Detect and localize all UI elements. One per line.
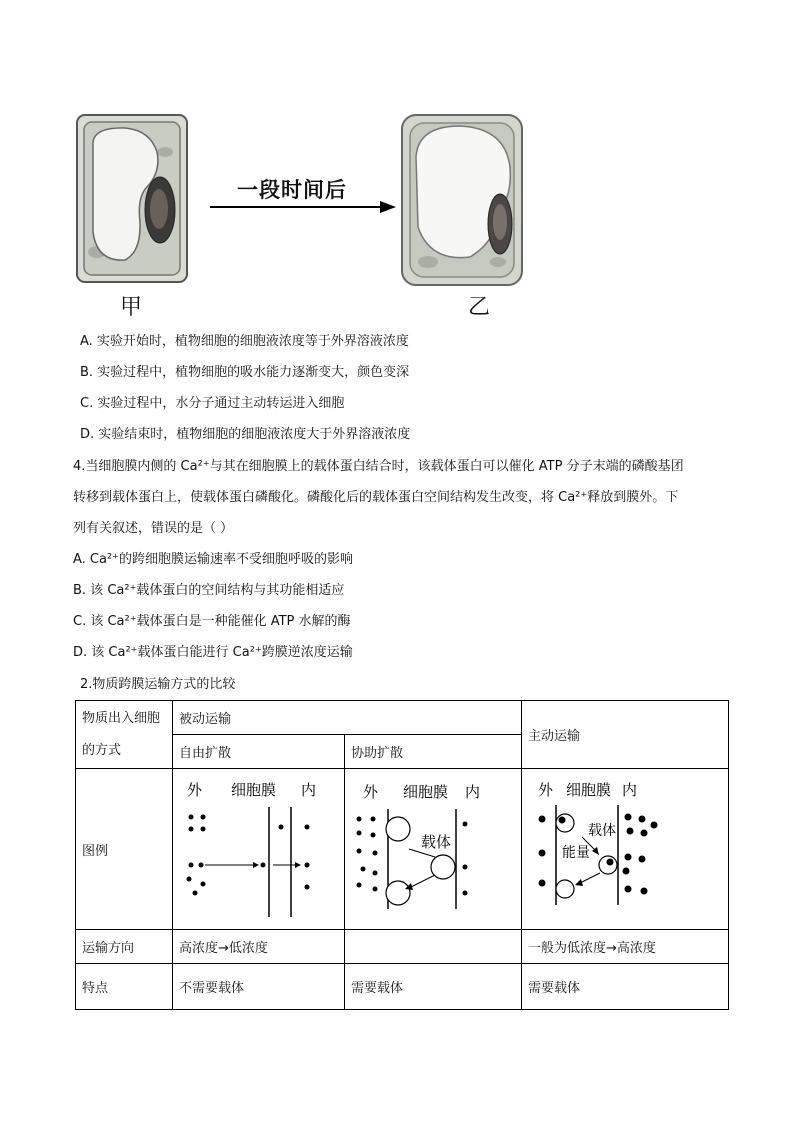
label-yi: 乙 [468, 295, 491, 320]
free-diffusion-diagram [173, 769, 345, 929]
active-transport-diagram [522, 769, 729, 929]
header-passive: 被动运输 [173, 701, 522, 735]
free-arrow-1-head [253, 862, 259, 868]
feature-active: 需要载体 [522, 964, 729, 1010]
q3-option-d: D. 实验结束时，植物细胞的细胞液浓度大于外界溶液浓度 [80, 427, 411, 442]
direction-free: 高浓度→低浓度 [173, 930, 345, 964]
facilitated-diffusion-diagram [345, 769, 522, 929]
q4-option-d: D. 该 Ca²⁺载体蛋白能进行 Ca²⁺跨膜逆浓度运输 [73, 645, 353, 660]
q3-option-b: B. 实验过程中，植物细胞的吸水能力逐渐变大，颜色变深 [80, 365, 410, 380]
header-active: 主动运输 [522, 701, 729, 769]
q4-option-c: C. 该 Ca²⁺载体蛋白是一种能催化 ATP 水解的酶 [73, 614, 351, 629]
q4-stem-line1: 4.当细胞膜内侧的 Ca²⁺与其在细胞膜上的载体蛋白结合时，该载体蛋白可以催化 ATP 分子末端的磷酸基团 [73, 459, 684, 474]
act-energy-label: 能量 [562, 845, 591, 861]
row-direction-label: 运输方向 [76, 930, 173, 964]
free-membrane-label: 细胞膜 [231, 781, 277, 799]
act-carrier-2 [599, 856, 617, 874]
free-outside-label: 外 [187, 781, 203, 799]
q4-option-a: A. Ca²⁺的跨细胞膜运输速率不受细胞呼吸的影响 [73, 552, 354, 567]
cell-figure [75, 112, 565, 322]
feature-facilitated: 需要载体 [345, 964, 522, 1010]
act-carrier-3 [556, 880, 574, 898]
row-figure-label: 图例 [76, 769, 173, 930]
arrow-caption: 一段时间后 [237, 178, 347, 202]
direction-active: 一般为低浓度→高浓度 [522, 930, 729, 964]
q3-option-c: C. 实验过程中，水分子通过主动转运进入细胞 [80, 396, 345, 411]
act-outside-label: 外 [538, 781, 554, 799]
fac-carrier-3 [386, 881, 410, 905]
act-carrier-label: 载体 [588, 823, 617, 839]
fac-inside-label: 内 [465, 783, 481, 801]
diagram-active-cell [522, 769, 729, 930]
fac-membrane-label: 细胞膜 [403, 783, 449, 801]
act-inside-label: 内 [622, 781, 638, 799]
free-inside-label: 内 [301, 781, 317, 799]
q4-option-b: B. 该 Ca²⁺载体蛋白的空间结构与其功能相适应 [73, 583, 345, 598]
act-membrane-label: 细胞膜 [566, 781, 612, 799]
act-carrier-1 [556, 814, 574, 832]
header-free-diffusion: 自由扩散 [173, 735, 345, 769]
fac-molecules [357, 817, 468, 896]
fac-carrier-1 [386, 817, 410, 841]
free-arrow-2-head [295, 862, 301, 868]
q4-stem-line2: 转移到载体蛋白上，使载体蛋白磷酸化。磷酸化后的载体蛋白空间结构发生改变，将 Ca²⁺释放到膜外。下 [73, 490, 679, 505]
q3-option-a: A. 实验开始时，植物细胞的细胞液浓度等于外界溶液浓度 [80, 334, 409, 349]
diagram-facilitated-cell [345, 769, 522, 930]
section-title: 2.物质跨膜运输方式的比较 [80, 677, 236, 692]
fac-outside-label: 外 [363, 783, 379, 801]
row-features-label: 特点 [76, 964, 173, 1010]
header-method-label: 物质出入细胞的方式 [82, 710, 161, 758]
diagram-free-cell [173, 769, 345, 930]
header-facilitated: 协助扩散 [345, 735, 522, 769]
cell-jia-image [75, 112, 190, 287]
fac-carrier-label: 载体 [421, 833, 452, 851]
time-arrow [208, 200, 398, 214]
cell-yi-image [400, 112, 525, 290]
transport-comparison-table [75, 700, 729, 1010]
label-jia: 甲 [120, 295, 143, 320]
header-method [76, 701, 173, 769]
q4-stem-line3: 列有关叙述，错误的是（ ） [73, 521, 234, 536]
feature-free: 不需要载体 [173, 964, 345, 1010]
direction-facilitated [345, 930, 522, 964]
